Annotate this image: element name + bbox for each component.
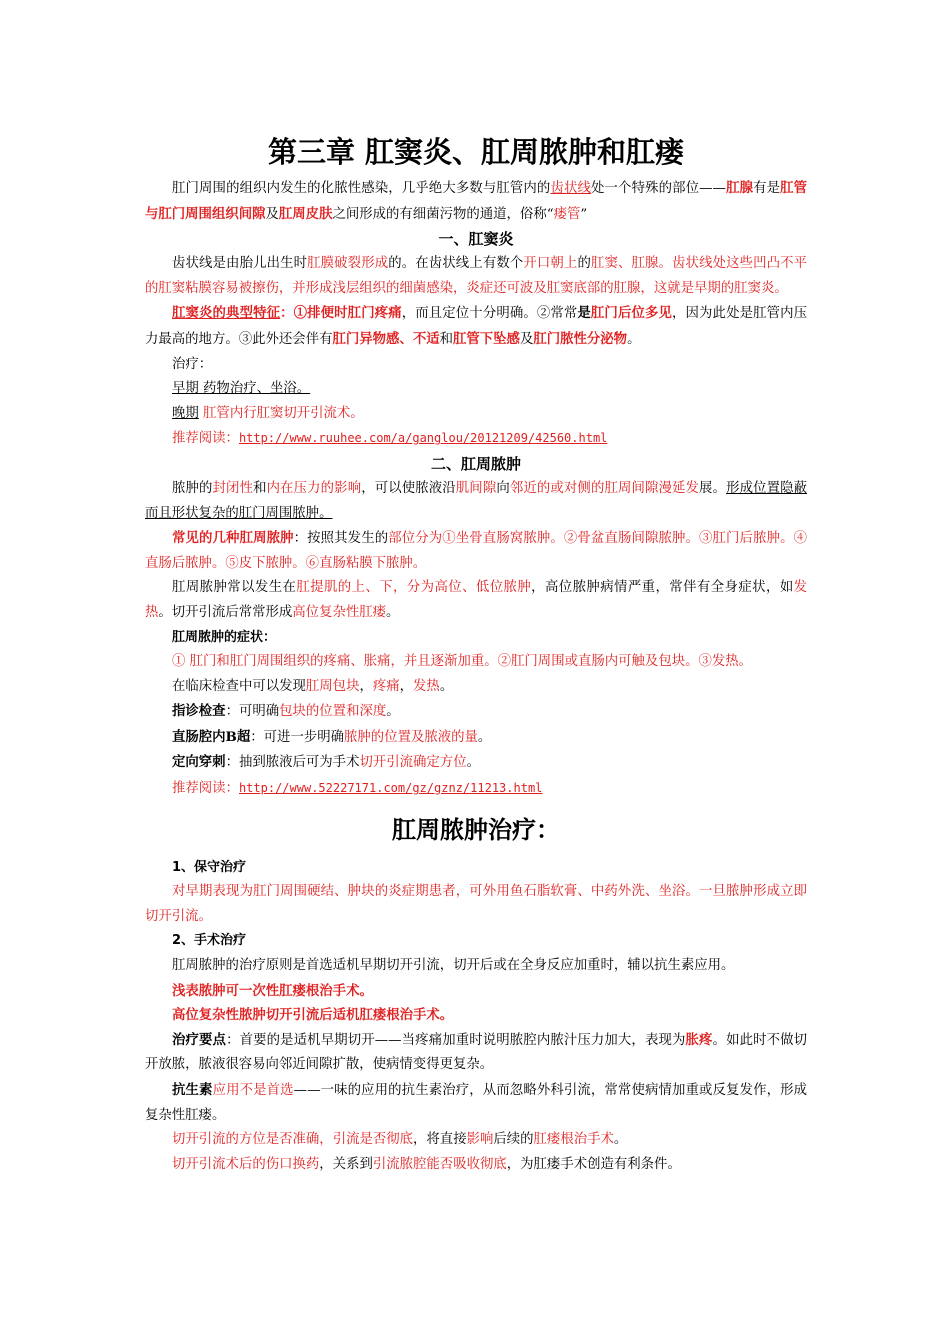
- recommended-reading-2: [145, 776, 807, 802]
- red-text: 脓肿的位置及脓液的量: [344, 729, 478, 745]
- text: 肛周脓肿常以发生在: [172, 580, 297, 596]
- bold-label: 指诊检查: [172, 703, 226, 720]
- intro-text: 之间形成的有细菌污物的通道，俗称“: [332, 206, 554, 222]
- red-bold-text: 肛门脓性分泌物: [533, 330, 628, 347]
- text: 向: [496, 480, 510, 496]
- red-text: 切开引流确定方位: [359, 755, 467, 771]
- red-text: 高位复杂性肛瘘: [292, 604, 387, 620]
- red-bold-text: 肛管下坠感: [452, 330, 520, 347]
- red-text: 肛瘘根治手术: [533, 1132, 614, 1148]
- red-bold-text: 肛窦炎的典型特征: [172, 305, 281, 322]
- intro-text: 肛门周围的组织内发生的化脓性感染，几乎绝大多数与肛管内的: [172, 181, 551, 196]
- section2-para1: [145, 477, 807, 526]
- intro-term-fistula: 瘘管: [553, 206, 581, 222]
- intro-text: 有是: [753, 181, 781, 196]
- late-text: 肛管内行肛窦切开引流术。: [203, 405, 364, 421]
- red-bold-text: ①排便时肛门疼痛: [293, 305, 402, 322]
- underlined-text: 形成位置隐蔽而且形状复杂的肛门周围脓肿。: [145, 480, 808, 521]
- text: 。: [466, 755, 480, 771]
- text: 在临床检查中可以发现: [172, 678, 306, 694]
- text: ，关系到: [319, 1156, 373, 1172]
- red-text: 包块的位置和深度: [279, 704, 387, 720]
- bold-text: 是: [577, 305, 591, 322]
- text: ，而且定位十分明确。②常常: [401, 306, 578, 322]
- text: 后续的: [493, 1132, 534, 1148]
- red-text: 肛周包块: [305, 678, 360, 694]
- text: ——一味的应用的抗生素治疗，从而忽略外科引流，常常使病情加重或反复发作，形成复杂性肛瘘。: [145, 1083, 808, 1123]
- red-text: 开口朝上: [523, 256, 578, 272]
- red-bold-text: 肛门后位多见: [590, 305, 673, 322]
- treatment-shallow: 浅表脓肿可一次性肛瘘根治手术。: [172, 982, 373, 999]
- red-bold-text: 不适: [412, 330, 440, 347]
- text: 。: [386, 604, 400, 620]
- early-treatment: [145, 377, 807, 402]
- chapter-title: 第三章 肛窦炎、肛周脓肿和肛瘘: [267, 135, 685, 169]
- text: 。: [613, 1132, 628, 1148]
- red-bold-text: 、: [399, 330, 413, 347]
- intro-term-space: 肛管与肛门周围组织间隙: [145, 180, 808, 222]
- intro-term-dentate-line: 齿状线: [550, 181, 592, 196]
- exam-puncture: [145, 750, 807, 776]
- intro-text: ”: [580, 206, 588, 222]
- text: ：按照其发生的: [293, 531, 389, 547]
- red-text: 部位分为①坐骨直肠窝脓肿。②骨盆直肠间隙脓肿。③肛门后脓肿。④直肠后脓肿。⑤皮下脓肿。⑥直肠粘膜下脓肿。: [145, 531, 808, 571]
- treatment-principle: 肛周脓肿的治疗原则是首选适机早期切开引流，切开后或在全身反应加重时，辅以抗生素应用。: [172, 958, 735, 974]
- red-text: 。齿状线处这些凹凸不平的肛窦粘膜容易被擦伤，并形成浅层组织的细菌感染，炎症还可波及肛窦底部的肛腺，这就是早期的肛窦炎。: [145, 256, 808, 296]
- text: ，: [399, 678, 414, 694]
- treatment-heading: 肛周脓肿治疗：: [392, 815, 560, 844]
- bold-label: 定向穿刺: [172, 754, 226, 771]
- intro-text: 及: [265, 206, 279, 222]
- bold-label: 抗生素: [172, 1082, 213, 1098]
- red-text: 影响: [466, 1132, 494, 1148]
- section1-para2: [145, 301, 807, 352]
- late-label: 晚期: [172, 405, 199, 421]
- late-treatment: [145, 402, 807, 427]
- exam-ultrasound: [145, 725, 807, 751]
- text: 。: [627, 331, 641, 347]
- text: ：可明确: [225, 704, 280, 720]
- red-text: 引流是否彻底: [332, 1132, 414, 1148]
- text: 的: [577, 256, 591, 272]
- red-bold-text: 胀疼: [685, 1031, 713, 1048]
- red-text: 切开引流的方位是否准确，: [172, 1132, 333, 1148]
- early-text: 早期 药物治疗、坐浴。: [172, 381, 311, 397]
- red-text: 封闭性: [212, 480, 254, 496]
- section2-heading: 二、肛周脓肿: [430, 454, 521, 473]
- text: 。: [386, 704, 400, 720]
- red-text: 引流脓腔能否吸收彻底: [372, 1156, 507, 1172]
- exam-digital: [145, 699, 807, 725]
- red-text: 发热: [145, 580, 808, 620]
- treatment-postop: [145, 1153, 807, 1178]
- read-label: 推荐阅读：: [172, 431, 239, 447]
- red-text: 切开引流术后的伤口换药: [172, 1156, 320, 1172]
- section1-para1: [145, 252, 807, 301]
- bold-label: 治疗要点: [172, 1031, 227, 1048]
- text: ，为肛瘘手术创造有利条件。: [506, 1156, 681, 1172]
- treatment-high: 高位复杂性脓肿切开引流后适机肛瘘根治手术。: [172, 1007, 454, 1024]
- red-text: 应用不是首选: [212, 1083, 294, 1098]
- text: ，: [359, 678, 373, 694]
- text: ：首要的是适机早期切开——当疼痛加重时说明脓腔内脓汁压力加大，表现为: [226, 1032, 686, 1048]
- bold-label: 直肠腔内B超: [172, 728, 251, 745]
- section1-heading: 一、肛窦炎: [438, 230, 514, 249]
- intro-text: 处一个特殊的部位——: [591, 181, 726, 196]
- treatment-label: 治疗：: [172, 356, 213, 372]
- text: 齿状线是由胎儿出生时: [172, 256, 308, 272]
- document-page: [145, 130, 807, 1177]
- reading-link-1[interactable]: http://www.ruuhee.com/a/ganglou/20121209/42560.html: [238, 431, 608, 446]
- text: ，因为此处是肛管内压力最高的地方。③此外还会伴有: [145, 306, 808, 347]
- text: 和: [439, 331, 453, 347]
- treatment-antibiotic: [145, 1078, 807, 1128]
- treatment-key-points: [145, 1028, 807, 1078]
- red-text: 邻近的或对侧的肛周间隙漫延发: [509, 480, 700, 496]
- text: ，可以使脓液沿: [361, 480, 456, 496]
- red-bold-text: 肛门异物感: [332, 330, 400, 347]
- text: ，将直接: [413, 1132, 467, 1148]
- red-text: 内在压力的影响: [266, 480, 362, 496]
- read-label: 推荐阅读：: [172, 781, 239, 797]
- treatment-sub1-text: 对早期表现为肛门周围硬结、肿块的炎症期患者，可外用鱼石脂软膏、中药外洗、坐浴。一旦脓肿形成立即切开引流。: [145, 884, 807, 924]
- text: ，高位脓肿病情严重，常伴有全身症状，如: [531, 580, 794, 596]
- reading-link-2[interactable]: http://www.52227171.com/gz/gznz/11213.html: [238, 781, 543, 796]
- text: 。切开引流后常常形成: [158, 604, 293, 620]
- red-text: 肌间隙: [455, 480, 497, 496]
- text: ：可进一步明确: [250, 729, 345, 745]
- text: 。: [439, 678, 454, 694]
- treatment-direction: [145, 1128, 807, 1153]
- recommended-reading-1: [145, 426, 807, 452]
- section2-para2: [145, 526, 807, 576]
- intro-paragraph: [145, 176, 807, 227]
- text: 和: [253, 480, 267, 496]
- text: 的。在齿状线上有数个: [388, 256, 524, 272]
- red-text: 肛膜破裂形成: [307, 256, 389, 272]
- intro-term-skin: 肛周皮肤: [278, 205, 333, 222]
- red-text: 肛提肌的上、下，分为高位、低位脓肿: [296, 580, 532, 596]
- red-bold-text: ：: [280, 305, 294, 322]
- symptoms-label: 肛周脓肿的症状：: [172, 629, 277, 645]
- text: 脓肿的: [172, 480, 213, 496]
- clinical-findings: [145, 675, 807, 700]
- text: 。如此时不做切开放脓，脓液很容易向邻近间隙扩散，使病情变得更复杂。: [145, 1032, 808, 1073]
- treatment-sub1: 1、保守治疗: [172, 859, 247, 875]
- red-text: 疼痛: [372, 678, 400, 694]
- section2-para3: [145, 576, 807, 625]
- intro-term-anal-gland: 肛腺: [725, 180, 754, 196]
- red-text: 肛窦、肛腺: [590, 256, 659, 272]
- text: 展。: [699, 480, 727, 496]
- red-bold-text: 常见的几种肛周脓肿: [172, 530, 294, 547]
- text: ：抽到脓液后可为手术: [225, 755, 360, 771]
- text: 。: [477, 729, 492, 745]
- treatment-sub2: 2、手术治疗: [172, 933, 247, 949]
- text: 及: [519, 331, 534, 347]
- red-text: 发热: [413, 678, 440, 694]
- symptoms-list: ① 肛门和肛门周围组织的疼痛、胀痛，并且逐渐加重。②肛门周围或直肠内可触及包块。③发热。: [172, 654, 753, 670]
